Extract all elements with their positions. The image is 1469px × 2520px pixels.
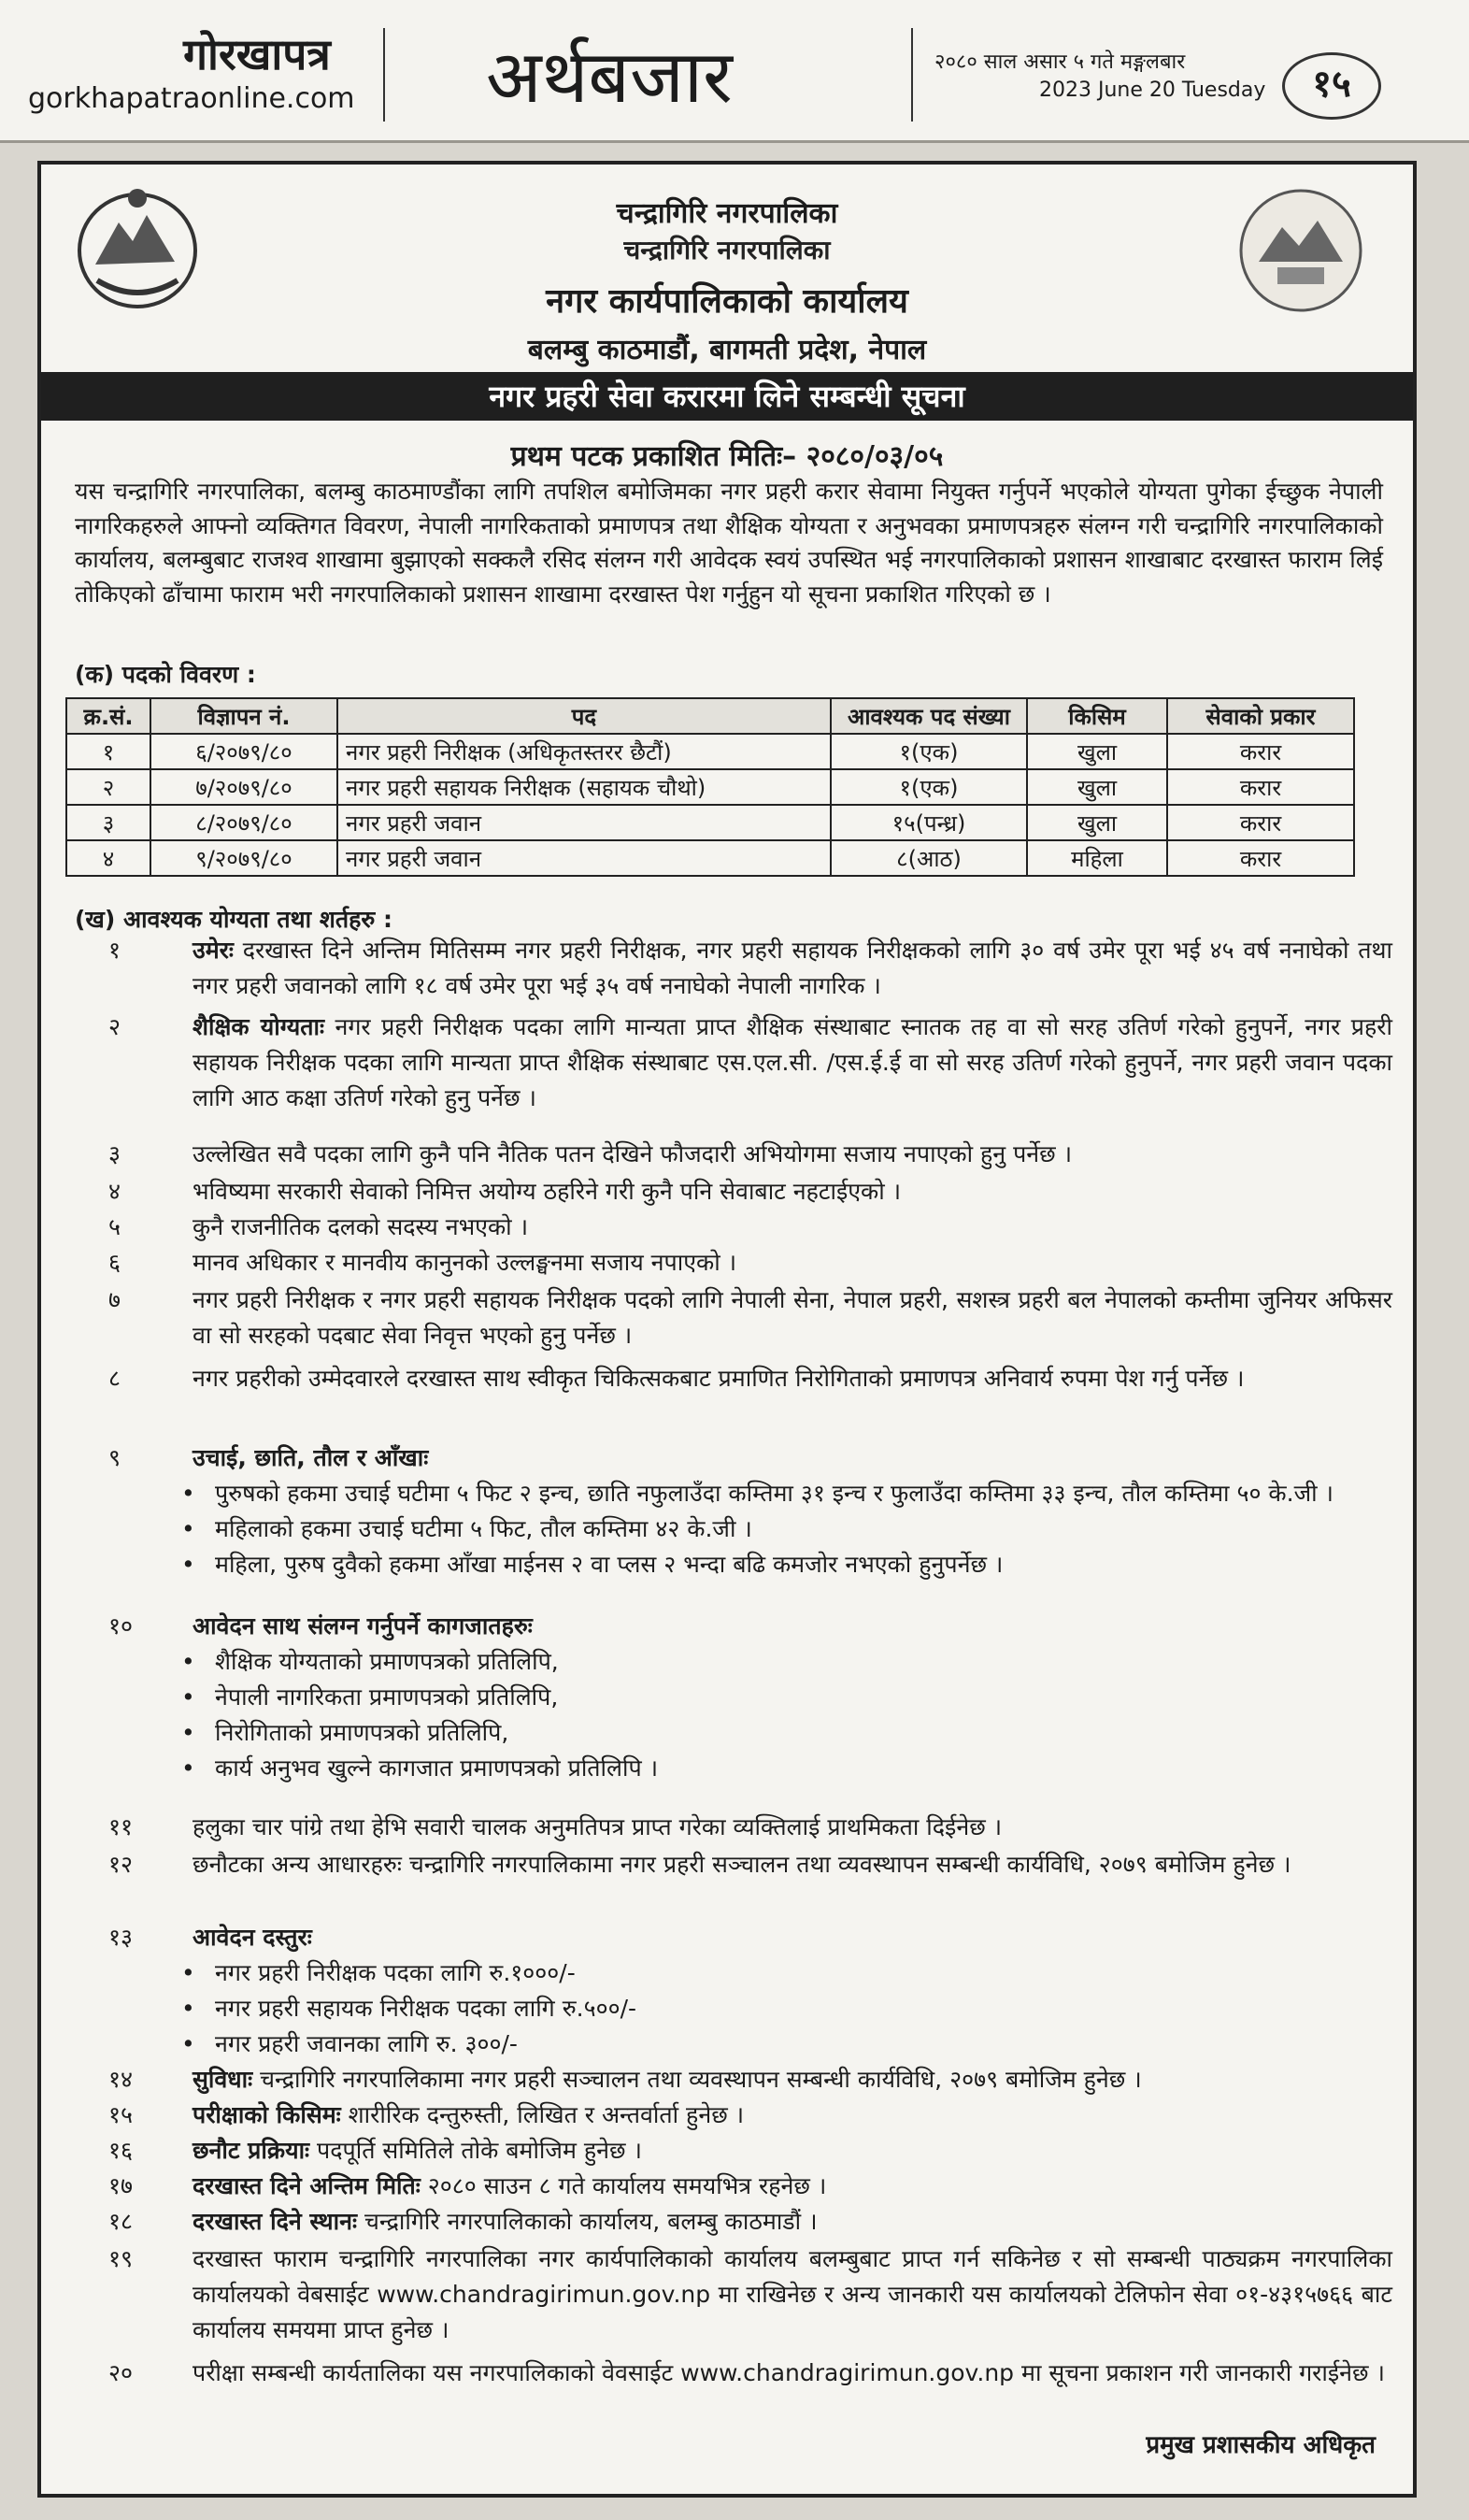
- item-body: छनौटका अन्य आधारहरुः चन्द्रागिरि नगरपालिकामा नगर प्रहरी सञ्चालन तथा व्यवस्थापन सम्बन्धी कार्यविधि, २०७९ बमोजिम हुनेछ ।: [193, 1851, 1291, 1878]
- requirement-item: [65, 1847, 1392, 1883]
- item-number: १: [108, 937, 121, 964]
- table-cell: नगर प्रहरी निरीक्षक (अधिकृतस्तरर छैटौं): [337, 734, 831, 769]
- item-body: उल्लेखित सवै पदका लागि कुनै पनि नैतिक पतन देखिने फौजदारी अभियोगमा सजाय नपाएको हुनु पर्नेछ ।: [193, 1140, 1073, 1167]
- item-text: [193, 2241, 1392, 2348]
- item-text: [193, 1609, 1392, 1644]
- requirement-item: [65, 1609, 1392, 1786]
- requirement-item: [65, 1440, 1392, 1582]
- item-label: शैक्षिक योग्यताः: [193, 1013, 325, 1040]
- item-text: [193, 1282, 1392, 1353]
- item-number: ११: [108, 1813, 134, 1840]
- item-body: दरखास्त फाराम चन्द्रागिरि नगरपालिका नगर कार्यपालिकाको कार्यालय बलम्बुबाट प्राप्त गर्न सकिनेछ र सो सम्बन्धी पाठ्यक्रम नगरपालिका कार्यालयको वेबसाईट www.chandragirimun.gov.np मा राखिनेछ र अन्य जानकारी यस कार्यालयको टेलिफोन सेवा ०१-४३१५७६६ बाट कार्यालय समयमा प्राप्त हुनेछ ।: [193, 2245, 1392, 2343]
- bullet-item: • नगर प्रहरी निरीक्षक पदका लागि रु.१०००/-: [215, 1955, 1392, 1991]
- requirement-item: [65, 2204, 1392, 2240]
- item-number: १८: [108, 2208, 134, 2235]
- requirement-item: [65, 2062, 1392, 2098]
- requirement-item: [65, 1009, 1392, 1116]
- item-number: ५: [108, 1213, 121, 1240]
- table-cell: नगर प्रहरी सहायक निरीक्षक (सहायक चौथो): [337, 769, 831, 805]
- item-body: चन्द्रागिरि नगरपालिकाको कार्यालय, बलम्बु काठमाडौं ।: [357, 2208, 818, 2235]
- item-body: परीक्षा सम्बन्धी कार्यतालिका यस नगरपालिकाको वेवसाईट www.chandragirimun.gov.np मा सूचना प्रकाशन गरी जानकारी गराईनेछ ।: [193, 2359, 1385, 2386]
- bullet-item: • नगर प्रहरी सहायक निरीक्षक पदका लागि रु.५००/-: [215, 1991, 1392, 2026]
- requirement-item: [65, 2169, 1392, 2204]
- item-body: नगर प्रहरी निरीक्षक र नगर प्रहरी सहायक निरीक्षक पदको लागि नेपाली सेना, नेपाल प्रहरी, सशस्त्र प्रहरी बल नेपालको कम्तीमा जुनियर अफिसर वा सो सरहको पदबाट सेवा निवृत्त भएको हुनु पर्नेछ ।: [193, 1286, 1392, 1349]
- table-header-row: [66, 698, 1354, 734]
- item-number: ६: [108, 1249, 121, 1276]
- item-label: दरखास्त दिने स्थानः: [193, 2208, 358, 2235]
- item-number: १२: [108, 1851, 134, 1878]
- item-text: [193, 1440, 1392, 1476]
- table-cell: ४: [66, 840, 150, 876]
- item-number: ९: [108, 1444, 121, 1471]
- bullet-item: • नेपाली नागरिकता प्रमाणपत्रको प्रतिलिपि,: [215, 1680, 1392, 1715]
- requirement-item: [65, 1174, 1392, 1210]
- table-cell: करार: [1167, 840, 1354, 876]
- item-number: ४: [108, 1178, 121, 1205]
- item-text: [193, 1137, 1392, 1172]
- item-number: १७: [108, 2172, 134, 2199]
- paper-name: गोरखापत्र: [183, 29, 331, 79]
- item-text: [193, 1210, 1392, 1245]
- posts-table: [65, 697, 1355, 877]
- date-english: 2023 June 20 Tuesday: [1039, 79, 1266, 102]
- masthead-divider: [911, 28, 913, 122]
- table-header: आवश्यक पद संख्या: [831, 698, 1027, 734]
- item-body: कुनै राजनीतिक दलको सदस्य नभएको ।: [193, 1213, 529, 1240]
- item-body: हलुका चार पांग्रे तथा हेभि सवारी चालक अनुमतिपत्र प्राप्त गरेका व्यक्तिलाई प्राथमिकता दिईनेछ ।: [193, 1813, 1003, 1840]
- requirement-item: [65, 1920, 1392, 2062]
- municipality-name: चन्द्रागिरि नगरपालिका: [616, 197, 838, 230]
- item-body: पदपूर्ति समितिले तोके बमोजिम हुनेछ ।: [309, 2137, 642, 2164]
- item-body: २०८० साउन ८ गते कार्यालय समयभित्र रहनेछ ।: [420, 2172, 827, 2199]
- item-label: सुविधाः: [193, 2066, 253, 2093]
- table-cell: खुला: [1027, 805, 1167, 840]
- item-number: १३: [108, 1924, 134, 1951]
- item-label: छनौट प्रक्रियाः: [193, 2137, 310, 2164]
- item-number: १०: [108, 1612, 134, 1639]
- table-header: किसिम: [1027, 698, 1167, 734]
- bullet-item: • नगर प्रहरी जवानका लागि रु. ३००/-: [215, 2026, 1392, 2062]
- requirement-item: [65, 1137, 1392, 1172]
- table-cell: १(एक): [831, 734, 1027, 769]
- item-number: १९: [108, 2245, 134, 2272]
- item-text: [193, 1245, 1392, 1281]
- municipality-stamp-text: चन्द्रागिरि नगरपालिका: [623, 235, 831, 265]
- item-text: [193, 1810, 1392, 1845]
- item-label: परीक्षाको किसिमः: [193, 2101, 341, 2128]
- item-body: मानव अधिकार र मानवीय कानुनको उल्लङ्घनमा सजाय नपाएको ।: [193, 1249, 737, 1276]
- bullet-item: • कार्य अनुभव खुल्ने कागजात प्रमाणपत्रको प्रतिलिपि ।: [215, 1751, 1392, 1786]
- paper-url: gorkhapatraonline.com: [28, 82, 355, 115]
- bullet-list: [65, 1644, 1392, 1786]
- item-number: १६: [108, 2137, 134, 2164]
- requirement-item: [65, 2133, 1392, 2169]
- bullet-item: • महिलाको हकमा उचाई घटीमा ५ फिट, तौल कम्तिमा ४२ के.जी ।: [215, 1511, 1392, 1547]
- table-cell: ९/२०७९/८०: [150, 840, 337, 876]
- item-text: [193, 1847, 1392, 1883]
- table-header: विज्ञापन नं.: [150, 698, 337, 734]
- bullet-item: • पुरुषको हकमा उचाई घटीमा ५ फिट २ इन्च, छाति नफुलाउँदा कम्तिमा ३१ इन्च र फुलाउँदा कम्तिमा ३३ इन्च, तौल कम्तिमा ५० के.जी ।: [215, 1476, 1392, 1511]
- item-number: ८: [108, 1365, 121, 1392]
- item-number: २: [108, 1013, 121, 1040]
- intro-paragraph: यस चन्द्रागिरि नगरपालिका, बलम्बु काठमाण्डौंका लागि तपशिल बमोजिमका नगर प्रहरी करार सेवामा नियुक्त गर्नुपर्ने भएकोले योग्यता पुगेका ईच्छुक नेपाली नागरिकहरुले आफ्नो व्यक्तिगत विवरण, नेपाली नागरिकताको प्रमाणपत्र तथा शैक्षिक योग्यता र अनुभवका प्रमाणपत्रहरु संलग्न गरी चन्द्रागिरि नगरपालिकाको कार्यालय, बलम्बुबाट राजश्व शाखामा बुझाएको सक्कलै रसिद संलग्न गरी आवेदक स्वयं उपस्थित भई नगरपालिकाको प्रशासन शाखाबाट दरखास्त फाराम लिई तोकिएको ढाँचामा फाराम भरी नगरपालिकाको प्रशासन शाखामा दरखास्त पेश गर्नुहुन यो सूचना प्रकाशित गरिएको छ ।: [75, 478, 1383, 608]
- table-cell: करार: [1167, 805, 1354, 840]
- requirement-item: [65, 1210, 1392, 1245]
- item-label: आवेदन दस्तुरः: [193, 1924, 312, 1951]
- item-number: १४: [108, 2066, 134, 2093]
- posts-table-body: [66, 734, 1354, 876]
- item-text: [193, 1009, 1392, 1116]
- item-text: [193, 933, 1392, 1004]
- item-body: शारीरिक दन्तुरुस्ती, लिखित र अन्तर्वार्ता हुनेछ ।: [340, 2101, 745, 2128]
- table-cell: खुला: [1027, 734, 1167, 769]
- requirement-item: [65, 2098, 1392, 2133]
- table-cell: ६/२०७९/८०: [150, 734, 337, 769]
- item-text: [193, 1920, 1392, 1955]
- item-number: ३: [108, 1140, 121, 1167]
- paper-branding: [28, 28, 374, 118]
- table-cell: १५(पन्ध्र): [831, 805, 1027, 840]
- office-address: बलम्बु काठमाडौं, बागमती प्रदेश, नेपाल: [527, 334, 927, 366]
- item-text: [193, 1174, 1392, 1210]
- page-number: १५: [1282, 52, 1381, 120]
- item-text: [193, 2355, 1392, 2391]
- table-cell: करार: [1167, 769, 1354, 805]
- item-label: उचाई, छाति, तौल र आँखाः: [193, 1444, 429, 1471]
- table-cell: महिला: [1027, 840, 1167, 876]
- item-body: नगर प्रहरी निरीक्षक पदका लागि मान्यता प्राप्त शैक्षिक संस्थाबाट स्नातक तह वा सो सरह उतिर्ण गरेको हुनुपर्ने, नगर प्रहरी सहायक निरीक्षक पदका लागि मान्यता प्राप्त शैक्षिक संस्थाबाट एस.एल.सी. /एस.ई.ई वा सो सरह उतिर्ण गरेको हुनुपर्ने, नगर प्रहरी जवान पदका लागि आठ कक्षा उतिर्ण गरेको हुनु पर्नेछ ।: [193, 1013, 1392, 1111]
- table-cell: १(एक): [831, 769, 1027, 805]
- requirement-item: [65, 2355, 1392, 2391]
- table-cell: ७/२०७९/८०: [150, 769, 337, 805]
- item-text: [193, 2098, 1392, 2133]
- requirement-item: [65, 933, 1392, 1004]
- bullet-item: • निरोगिताको प्रमाणपत्रको प्रतिलिपि,: [215, 1715, 1392, 1751]
- notice-title-banner: नगर प्रहरी सेवा करारमा लिने सम्बन्धी सूचना: [41, 372, 1413, 421]
- item-label: आवेदन साथ संलग्न गर्नुपर्ने कागजातहरुः: [193, 1612, 533, 1639]
- bullet-item: • महिला, पुरुष दुवैको हकमा आँखा माईनस २ वा प्लस २ भन्दा बढि कमजोर नभएको हुनुपर्नेछ ।: [215, 1547, 1392, 1582]
- item-text: [193, 2204, 1392, 2240]
- table-row: [66, 805, 1354, 840]
- requirement-item: [65, 1361, 1392, 1396]
- newspaper-masthead: [0, 0, 1469, 143]
- table-header: क्र.सं.: [66, 698, 150, 734]
- table-row: [66, 769, 1354, 805]
- item-number: ७: [108, 1286, 121, 1313]
- table-row: [66, 734, 1354, 769]
- bullet-list: [65, 1955, 1392, 2062]
- date-nepali: २०८० साल असार ५ गते मङ्गलबार: [934, 50, 1186, 74]
- bullet-item: • शैक्षिक योग्यताको प्रमाणपत्रको प्रतिलिपि,: [215, 1644, 1392, 1680]
- requirement-item: [65, 1282, 1392, 1353]
- table-cell: नगर प्रहरी जवान: [337, 840, 831, 876]
- table-cell: करार: [1167, 734, 1354, 769]
- item-number: १५: [108, 2101, 134, 2128]
- table-cell: खुला: [1027, 769, 1167, 805]
- table-cell: नगर प्रहरी जवान: [337, 805, 831, 840]
- item-text: [193, 2133, 1392, 2169]
- table-cell: ८(आठ): [831, 840, 1027, 876]
- signature-title: प्रमुख प्रशासकीय अधिकृत: [1146, 2431, 1376, 2459]
- table-cell: २: [66, 769, 150, 805]
- table-header: पद: [337, 698, 831, 734]
- item-text: [193, 2169, 1392, 2204]
- bullet-list: [65, 1476, 1392, 1582]
- item-label: उमेरः: [193, 937, 234, 964]
- table-cell: ३: [66, 805, 150, 840]
- table-header: सेवाको प्रकार: [1167, 698, 1354, 734]
- requirement-item: [65, 2241, 1392, 2348]
- requirement-item: [65, 1245, 1392, 1281]
- item-text: [193, 2062, 1392, 2098]
- requirement-item: [65, 1810, 1392, 1845]
- table-cell: ८/२०७९/८०: [150, 805, 337, 840]
- section-b-heading: (ख) आवश्यक योग्यता तथा शर्तहरु :: [75, 906, 392, 933]
- item-body: भविष्यमा सरकारी सेवाको निमित्त अयोग्य ठहरिने गरी कुनै पनि सेवाबाट नहटाईएको ।: [193, 1178, 902, 1205]
- item-number: २०: [108, 2359, 134, 2386]
- item-text: [193, 1361, 1392, 1396]
- notice-box: [37, 161, 1417, 2498]
- item-label: दरखास्त दिने अन्तिम मितिः: [193, 2172, 421, 2199]
- table-row: [66, 840, 1354, 876]
- masthead-divider: [383, 28, 385, 122]
- table-cell: १: [66, 734, 150, 769]
- publication-date: प्रथम पटक प्रकाशित मितिः– २०८०/०३/०५: [510, 440, 944, 473]
- item-body: नगर प्रहरीको उम्मेदवारले दरखास्त साथ स्वीकृत चिकित्सकबाट प्रमाणित निरोगिताको प्रमाणपत्र अनिवार्य रुपमा पेश गर्नु पर्नेछ ।: [193, 1365, 1245, 1392]
- section-a-heading: (क) पदको विवरण :: [75, 661, 256, 688]
- item-body: चन्द्रागिरि नगरपालिकामा नगर प्रहरी सञ्चालन तथा व्यवस्थापन सम्बन्धी कार्यविधि, २०७९ बमोजिम हुनेछ ।: [252, 2066, 1142, 2093]
- item-body: दरखास्त दिने अन्तिम मितिसम्म नगर प्रहरी निरीक्षक, नगर प्रहरी सहायक निरीक्षकको लागि ३० वर्ष उमेर पूरा भई ४५ वर्ष ननाघेको तथा नगर प्रहरी जवानको लागि १८ वर्ष उमेर पूरा भई ३५ वर्ष ननाघेको नेपाली नागरिक ।: [193, 937, 1392, 999]
- office-name: नगर कार्यपालिकाको कार्यालय: [546, 282, 908, 321]
- section-title: अर्थबजार: [486, 36, 733, 120]
